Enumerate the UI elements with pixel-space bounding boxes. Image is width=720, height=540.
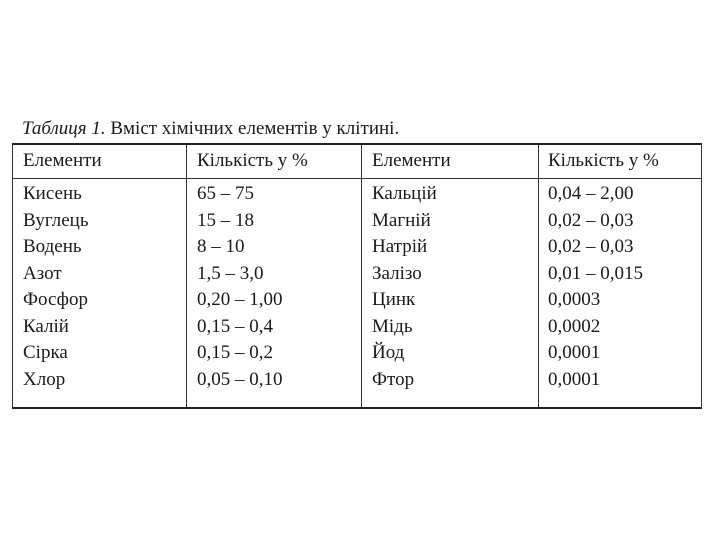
column-divider — [186, 145, 187, 407]
element-name: Мідь — [372, 315, 413, 337]
element-name: Кисень — [23, 183, 82, 204]
left-element-column — [23, 181, 89, 393]
element-amount: 0,20 – 1,00 — [197, 289, 283, 310]
header-amount-right: Кількість у % — [548, 150, 659, 171]
header-divider — [13, 178, 701, 179]
element-amount: 0,02 – 0,03 — [548, 209, 634, 231]
table-caption — [22, 117, 399, 141]
element-amount: 0,05 – 0,10 — [197, 368, 283, 390]
element-amount: 0,0003 — [548, 289, 601, 310]
element-name: Фосфор — [23, 289, 88, 310]
element-amount: 0,01 – 0,015 — [548, 262, 643, 284]
right-amount-column — [548, 181, 643, 393]
element-name: Йод — [372, 342, 405, 363]
elements-table — [12, 143, 702, 409]
element-name: Калій — [23, 315, 69, 337]
element-amount: 8 – 10 — [197, 236, 245, 257]
element-name: Натрій — [372, 236, 428, 257]
element-name: Залізо — [372, 262, 422, 284]
element-name: Кальцій — [372, 183, 437, 204]
element-name: Сірка — [23, 342, 68, 363]
column-divider — [361, 145, 362, 407]
element-name: Вуглець — [23, 209, 89, 231]
table-caption-text: Вміст хімічних елементів у клітині. — [105, 118, 400, 139]
column-divider — [538, 145, 539, 407]
element-amount: 0,0001 — [548, 368, 601, 390]
header-elements-right: Елементи — [372, 150, 451, 171]
element-amount: 0,02 – 0,03 — [548, 236, 634, 257]
header-elements-left: Елементи — [23, 150, 102, 171]
element-amount: 0,15 – 0,4 — [197, 315, 273, 337]
element-name: Фтор — [372, 368, 415, 390]
header-amount-left: Кількість у % — [197, 150, 308, 171]
element-amount: 0,0002 — [548, 315, 601, 337]
right-element-column — [372, 181, 437, 393]
element-amount: 1,5 – 3,0 — [197, 262, 264, 284]
element-name: Азот — [23, 262, 62, 284]
element-amount: 65 – 75 — [197, 183, 254, 204]
element-amount: 0,15 – 0,2 — [197, 342, 273, 363]
left-amount-column — [197, 181, 283, 393]
table-caption-label: Таблиця 1. — [22, 118, 106, 139]
element-name: Хлор — [23, 368, 66, 390]
element-amount: 15 – 18 — [197, 209, 254, 231]
element-name: Цинк — [372, 289, 416, 310]
element-amount: 0,0001 — [548, 342, 601, 363]
element-name: Водень — [23, 236, 82, 257]
element-amount: 0,04 – 2,00 — [548, 183, 634, 204]
element-name: Магній — [372, 209, 431, 231]
